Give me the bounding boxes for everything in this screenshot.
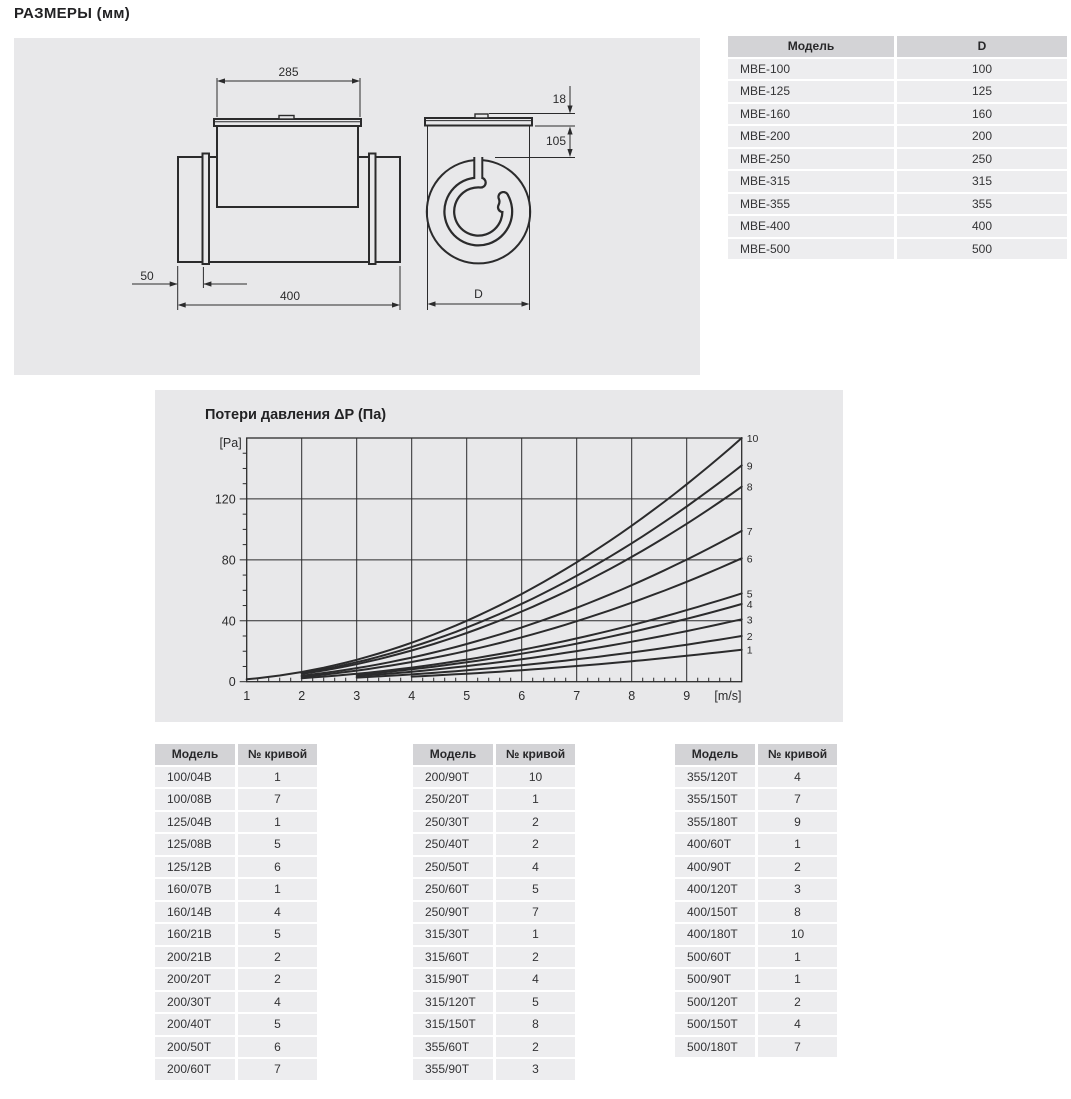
table-row bbox=[675, 902, 837, 923]
table-cell: 2 bbox=[238, 947, 317, 968]
table-row bbox=[728, 59, 1067, 80]
table-cell: 250/60T bbox=[413, 879, 493, 900]
curve-label-3: 3 bbox=[746, 614, 753, 627]
column-header: Модель bbox=[675, 744, 755, 765]
table-cell: 4 bbox=[758, 1014, 837, 1035]
lid-nub bbox=[279, 116, 294, 120]
table-row bbox=[413, 1014, 575, 1035]
dimension-400 bbox=[178, 266, 400, 310]
table-cell: 5 bbox=[238, 924, 317, 945]
table-row bbox=[675, 767, 837, 788]
table-row bbox=[413, 857, 575, 878]
table-cell: 9 bbox=[758, 812, 837, 833]
curve-label-4: 4 bbox=[746, 599, 753, 612]
y-tick-label: 40 bbox=[221, 614, 236, 629]
table-cell: 400/120T bbox=[675, 879, 755, 900]
table-row bbox=[413, 812, 575, 833]
table-cell: 5 bbox=[496, 992, 575, 1013]
table-cell: MBE-100 bbox=[728, 59, 894, 80]
table-cell: 3 bbox=[496, 1059, 575, 1080]
table-row bbox=[675, 992, 837, 1013]
column-header: № кривой bbox=[238, 744, 317, 765]
table-row bbox=[728, 149, 1067, 170]
curve-number-table-1 bbox=[155, 744, 317, 1082]
table-cell: 100/04B bbox=[155, 767, 235, 788]
table-cell: 100 bbox=[897, 59, 1067, 80]
table-row bbox=[155, 992, 317, 1013]
table-cell: MBE-125 bbox=[728, 81, 894, 102]
curve-label-8: 8 bbox=[746, 481, 753, 494]
table-row bbox=[728, 194, 1067, 215]
table-cell: 500/150T bbox=[675, 1014, 755, 1035]
curve-number-table-2 bbox=[413, 744, 575, 1082]
table-cell: 355 bbox=[897, 194, 1067, 215]
table-cell: MBE-250 bbox=[728, 149, 894, 170]
table-cell: 125/08B bbox=[155, 834, 235, 855]
table-row bbox=[728, 239, 1067, 260]
table-row bbox=[413, 902, 575, 923]
table-cell: 1 bbox=[496, 789, 575, 810]
flange-left bbox=[203, 154, 210, 265]
dimension-50 bbox=[132, 266, 247, 310]
curve-label-6: 6 bbox=[746, 553, 753, 566]
dimension-18 bbox=[489, 86, 575, 114]
table-cell: 1 bbox=[758, 834, 837, 855]
table-cell: 1 bbox=[758, 969, 837, 990]
table-cell: 250/20T bbox=[413, 789, 493, 810]
table-cell: 1 bbox=[238, 767, 317, 788]
y-tick-label: 120 bbox=[214, 492, 236, 507]
flange-right bbox=[369, 154, 376, 265]
column-header: D bbox=[897, 36, 1067, 57]
x-tick-label: 4 bbox=[408, 689, 416, 703]
table-cell: 500/180T bbox=[675, 1037, 755, 1058]
curve-label-7: 7 bbox=[746, 525, 753, 538]
table-cell: 200/20T bbox=[155, 969, 235, 990]
table-row bbox=[155, 969, 317, 990]
table-row bbox=[728, 104, 1067, 125]
y-tick-label: 80 bbox=[221, 553, 236, 568]
dim-label-diameter: D bbox=[474, 287, 483, 301]
table-row bbox=[155, 924, 317, 945]
pressure-loss-curves bbox=[247, 438, 742, 679]
table-cell: 400/90T bbox=[675, 857, 755, 878]
table-row bbox=[413, 1059, 575, 1080]
table-header-row bbox=[155, 744, 317, 765]
table-cell: 2 bbox=[496, 947, 575, 968]
table-row bbox=[155, 767, 317, 788]
table-cell: 3 bbox=[758, 879, 837, 900]
table-cell: 5 bbox=[496, 879, 575, 900]
table-row bbox=[155, 857, 317, 878]
table-row bbox=[413, 969, 575, 990]
table-cell: 1 bbox=[758, 947, 837, 968]
table-row bbox=[155, 1014, 317, 1035]
curve-4 bbox=[357, 604, 742, 675]
table-cell: 1 bbox=[238, 879, 317, 900]
table-cell: 315/30T bbox=[413, 924, 493, 945]
table-cell: 4 bbox=[496, 969, 575, 990]
x-tick-label: 8 bbox=[628, 689, 636, 703]
table-cell: 200/21B bbox=[155, 947, 235, 968]
heating-element-icon bbox=[449, 157, 507, 241]
dim-label-box-height: 105 bbox=[545, 134, 566, 148]
chart-title: Потери давления ΔP (Па) bbox=[205, 407, 387, 423]
table-row bbox=[413, 789, 575, 810]
table-cell: 8 bbox=[496, 1014, 575, 1035]
table-cell: MBE-160 bbox=[728, 104, 894, 125]
table-cell: 2 bbox=[758, 857, 837, 878]
table-cell: 160/14B bbox=[155, 902, 235, 923]
table-cell: 6 bbox=[238, 1037, 317, 1058]
table-cell: 355/60T bbox=[413, 1037, 493, 1058]
curve-number-table-3 bbox=[675, 744, 837, 1059]
table-row bbox=[675, 857, 837, 878]
table-cell: 7 bbox=[238, 1059, 317, 1080]
table-cell: 4 bbox=[758, 767, 837, 788]
cap-nub bbox=[475, 114, 488, 118]
model-diameter-table bbox=[728, 36, 1067, 261]
table-row bbox=[155, 812, 317, 833]
front-view bbox=[425, 114, 532, 310]
column-header: Модель bbox=[413, 744, 493, 765]
table-row bbox=[413, 992, 575, 1013]
table-row bbox=[155, 947, 317, 968]
table-cell: 2 bbox=[496, 834, 575, 855]
pressure-loss-chart-panel bbox=[155, 390, 843, 722]
table-cell: MBE-315 bbox=[728, 171, 894, 192]
table-cell: 4 bbox=[496, 857, 575, 878]
table-cell: MBE-200 bbox=[728, 126, 894, 147]
dimension-d bbox=[428, 287, 530, 307]
table-header-row bbox=[413, 744, 575, 765]
table-row bbox=[675, 789, 837, 810]
table-cell: 315/120T bbox=[413, 992, 493, 1013]
table-cell: 5 bbox=[238, 834, 317, 855]
x-tick-label: 2 bbox=[298, 689, 306, 703]
x-tick-label: 7 bbox=[573, 689, 581, 703]
table-row bbox=[675, 812, 837, 833]
table-row bbox=[155, 902, 317, 923]
table-cell: 200/40T bbox=[155, 1014, 235, 1035]
table-cell: 250/40T bbox=[413, 834, 493, 855]
table-cell: 500 bbox=[897, 239, 1067, 260]
table-cell: 500/120T bbox=[675, 992, 755, 1013]
table-row bbox=[155, 834, 317, 855]
side-view bbox=[178, 116, 400, 265]
curve-label-5: 5 bbox=[746, 588, 753, 601]
table-cell: 355/180T bbox=[675, 812, 755, 833]
dim-label-cap-height: 18 bbox=[552, 92, 566, 106]
table-row bbox=[413, 924, 575, 945]
table-cell: 100/08B bbox=[155, 789, 235, 810]
table-cell: 200/60T bbox=[155, 1059, 235, 1080]
duct-heater-dimension-drawing bbox=[14, 38, 700, 375]
table-cell: MBE-355 bbox=[728, 194, 894, 215]
dim-label-box-width: 285 bbox=[278, 65, 299, 79]
column-header: № кривой bbox=[758, 744, 837, 765]
terminal-box bbox=[217, 126, 358, 207]
table-row bbox=[413, 1037, 575, 1058]
table-cell: 1 bbox=[496, 924, 575, 945]
x-tick-label: 6 bbox=[518, 689, 526, 703]
table-cell: 355/90T bbox=[413, 1059, 493, 1080]
table-header-row bbox=[728, 36, 1067, 57]
table-cell: 125/04B bbox=[155, 812, 235, 833]
table-cell: 355/120T bbox=[675, 767, 755, 788]
table-cell: 125/12B bbox=[155, 857, 235, 878]
table-cell: 7 bbox=[496, 902, 575, 923]
table-cell: MBE-400 bbox=[728, 216, 894, 237]
dimension-drawing-panel bbox=[14, 38, 700, 375]
table-row bbox=[728, 216, 1067, 237]
table-cell: 200/90T bbox=[413, 767, 493, 788]
table-cell: 8 bbox=[758, 902, 837, 923]
table-cell: 500/90T bbox=[675, 969, 755, 990]
table-cell: 200/30T bbox=[155, 992, 235, 1013]
table-cell: 6 bbox=[238, 857, 317, 878]
table-cell: 2 bbox=[238, 969, 317, 990]
x-axis-labels bbox=[243, 689, 741, 703]
x-tick-label: 1 bbox=[243, 689, 251, 703]
table-cell: 355/150T bbox=[675, 789, 755, 810]
terminal-box-lid bbox=[214, 119, 361, 126]
table-row bbox=[728, 126, 1067, 147]
dimension-105 bbox=[495, 126, 575, 158]
table-cell: MBE-500 bbox=[728, 239, 894, 260]
table-cell: 315 bbox=[897, 171, 1067, 192]
table-cell: 160 bbox=[897, 104, 1067, 125]
column-header: № кривой bbox=[496, 744, 575, 765]
y-tick-label: 0 bbox=[228, 675, 236, 690]
table-cell: 160/21B bbox=[155, 924, 235, 945]
table-cell: 7 bbox=[758, 789, 837, 810]
table-row bbox=[675, 947, 837, 968]
table-cell: 2 bbox=[496, 812, 575, 833]
page-title: РАЗМЕРЫ (мм) bbox=[14, 5, 131, 22]
table-row bbox=[728, 81, 1067, 102]
dim-label-total-length: 400 bbox=[279, 289, 301, 303]
table-row bbox=[675, 834, 837, 855]
table-row bbox=[413, 767, 575, 788]
y-axis-labels bbox=[215, 436, 242, 689]
table-cell: 160/07B bbox=[155, 879, 235, 900]
table-row bbox=[413, 834, 575, 855]
x-axis-unit-label: [m/s] bbox=[714, 689, 742, 703]
table-row bbox=[675, 969, 837, 990]
dim-label-flange-offset: 50 bbox=[140, 269, 154, 283]
table-cell: 315/90T bbox=[413, 969, 493, 990]
table-cell: 4 bbox=[238, 992, 317, 1013]
column-header: Модель bbox=[155, 744, 235, 765]
table-row bbox=[155, 1059, 317, 1080]
table-row bbox=[675, 1037, 837, 1058]
x-tick-label: 9 bbox=[683, 689, 691, 703]
table-cell: 2 bbox=[758, 992, 837, 1013]
table-row bbox=[675, 924, 837, 945]
curve-label-2: 2 bbox=[746, 631, 753, 644]
table-cell: 200 bbox=[897, 126, 1067, 147]
table-row bbox=[155, 1037, 317, 1058]
table-cell: 400/150T bbox=[675, 902, 755, 923]
curve-label-9: 9 bbox=[746, 460, 753, 473]
pressure-loss-chart bbox=[155, 390, 843, 722]
front-cap bbox=[425, 118, 532, 126]
table-cell: 10 bbox=[758, 924, 837, 945]
table-row bbox=[728, 171, 1067, 192]
y-axis-unit-label: [Pa] bbox=[219, 436, 242, 450]
column-header: Модель bbox=[728, 36, 894, 57]
table-cell: 200/50T bbox=[155, 1037, 235, 1058]
table-row bbox=[675, 879, 837, 900]
table-cell: 400 bbox=[897, 216, 1067, 237]
table-cell: 315/60T bbox=[413, 947, 493, 968]
table-cell: 250/90T bbox=[413, 902, 493, 923]
table-cell: 1 bbox=[238, 812, 317, 833]
table-row bbox=[413, 879, 575, 900]
table-cell: 400/60T bbox=[675, 834, 755, 855]
table-cell: 125 bbox=[897, 81, 1067, 102]
curve-label-10: 10 bbox=[746, 433, 759, 445]
table-cell: 500/60T bbox=[675, 947, 755, 968]
curve-label-1: 1 bbox=[746, 644, 753, 657]
table-row bbox=[155, 789, 317, 810]
table-row bbox=[413, 947, 575, 968]
table-cell: 250 bbox=[897, 149, 1067, 170]
curve-number-labels bbox=[747, 433, 759, 657]
curve-10 bbox=[247, 438, 742, 679]
table-cell: 5 bbox=[238, 1014, 317, 1035]
table-cell: 4 bbox=[238, 902, 317, 923]
table-cell: 2 bbox=[496, 1037, 575, 1058]
table-cell: 250/30T bbox=[413, 812, 493, 833]
table-cell: 7 bbox=[238, 789, 317, 810]
table-header-row bbox=[675, 744, 837, 765]
table-cell: 400/180T bbox=[675, 924, 755, 945]
table-cell: 250/50T bbox=[413, 857, 493, 878]
table-row bbox=[675, 1014, 837, 1035]
table-cell: 315/150T bbox=[413, 1014, 493, 1035]
x-tick-label: 3 bbox=[353, 689, 361, 703]
table-cell: 10 bbox=[496, 767, 575, 788]
table-cell: 7 bbox=[758, 1037, 837, 1058]
x-tick-label: 5 bbox=[463, 689, 471, 703]
table-row bbox=[155, 879, 317, 900]
dimension-285 bbox=[217, 65, 360, 117]
